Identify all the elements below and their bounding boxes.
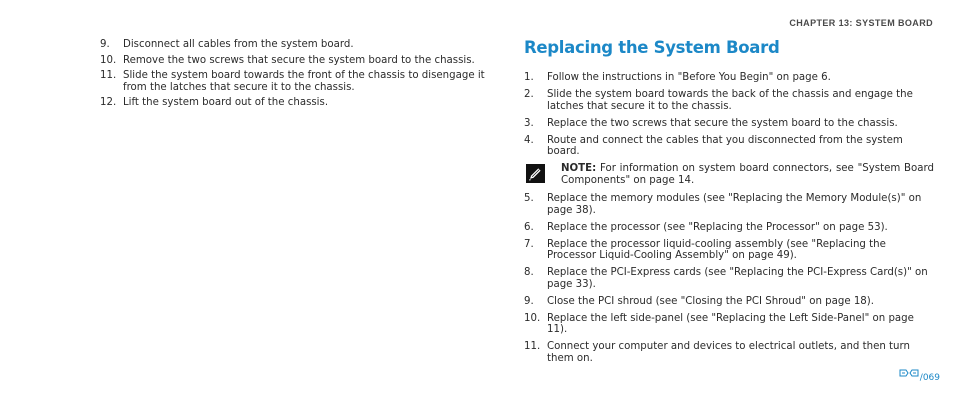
- step-text: Replace the processor (see "Replacing the Processor" on page 53).: [547, 221, 888, 233]
- step-number: 2.: [524, 89, 534, 100]
- list-item: [524, 135, 934, 158]
- note-box: [524, 163, 934, 186]
- step-number: 8.: [524, 267, 534, 278]
- step-number: 9.: [524, 295, 534, 307]
- step-number: 12.: [100, 97, 117, 108]
- step-number: 7.: [524, 238, 534, 250]
- list-item: [524, 193, 934, 216]
- step-text: Replace the processor liquid-cooling assembly (see "Replacing the Processor Liquid-Cooling Assembly" on page 49).: [547, 238, 886, 261]
- chapter-header: CHAPTER 13: SYSTEM BOARD: [789, 18, 933, 28]
- page-number: /069: [919, 373, 940, 383]
- step-number: 10.: [524, 312, 541, 324]
- step-text: Lift the system board out of the chassis.: [123, 97, 329, 108]
- list-item: [524, 239, 934, 262]
- list-item: [100, 97, 510, 109]
- removal-steps-list: [100, 39, 510, 109]
- list-item: [524, 296, 934, 308]
- step-number: 11.: [524, 341, 541, 352]
- step-number: 10.: [100, 54, 117, 66]
- step-text: Slide the system board towards the back of the chassis and engage the latches that secure it to the chassis.: [547, 89, 913, 112]
- step-number: 1.: [524, 72, 534, 83]
- step-number: 4.: [524, 134, 534, 146]
- note-body: For information on system board connectors, see "System Board Components" on page 14.: [561, 163, 934, 186]
- step-text: Route and connect the cables that you disconnected from the system board.: [547, 134, 903, 157]
- step-text: Replace the two screws that secure the system board to the chassis.: [547, 117, 898, 129]
- step-number: 5.: [524, 193, 534, 204]
- list-item: [100, 39, 510, 51]
- section-title: Replacing the System Board: [524, 38, 780, 57]
- step-text: Follow the instructions in "Before You Begin" on page 6.: [547, 72, 831, 83]
- step-text: Remove the two screws that secure the system board to the chassis.: [123, 54, 475, 66]
- list-item: [100, 70, 510, 93]
- right-column: [524, 38, 934, 370]
- page-footer: [899, 369, 940, 383]
- list-item: [524, 341, 934, 364]
- step-number: 9.: [100, 39, 110, 50]
- step-number: 3.: [524, 117, 534, 129]
- note-text: [561, 163, 934, 186]
- list-item: [524, 72, 934, 84]
- step-text: Replace the memory modules (see "Replacing the Memory Module(s)" on page 38).: [547, 193, 922, 216]
- replacement-steps-list-b: [524, 193, 934, 364]
- list-item: [524, 313, 934, 336]
- list-item: [524, 222, 934, 234]
- step-text: Slide the system board towards the front of the chassis to disengage it from the latches that secure it to the chassis.: [123, 70, 485, 93]
- step-text: Replace the PCI-Express cards (see "Replacing the PCI-Express Card(s)" on page 33).: [547, 267, 928, 290]
- step-text: Disconnect all cables from the system board.: [123, 39, 354, 50]
- step-number: 11.: [100, 70, 117, 81]
- replacement-steps-list-a: [524, 72, 934, 158]
- note-label: NOTE:: [561, 163, 597, 174]
- list-item: [100, 55, 510, 67]
- alienware-logo-icon: [899, 369, 919, 380]
- list-item: [524, 267, 934, 290]
- step-number: 6.: [524, 221, 534, 233]
- left-column: [100, 39, 510, 113]
- list-item: [524, 89, 934, 112]
- step-text: Replace the left side-panel (see "Replacing the Left Side-Panel" on page 11).: [547, 312, 914, 335]
- list-item: [524, 118, 934, 130]
- step-text: Close the PCI shroud (see "Closing the PCI Shroud" on page 18).: [547, 295, 874, 307]
- step-text: Connect your computer and devices to electrical outlets, and then turn them on.: [547, 341, 910, 364]
- note-pencil-icon: [526, 164, 545, 183]
